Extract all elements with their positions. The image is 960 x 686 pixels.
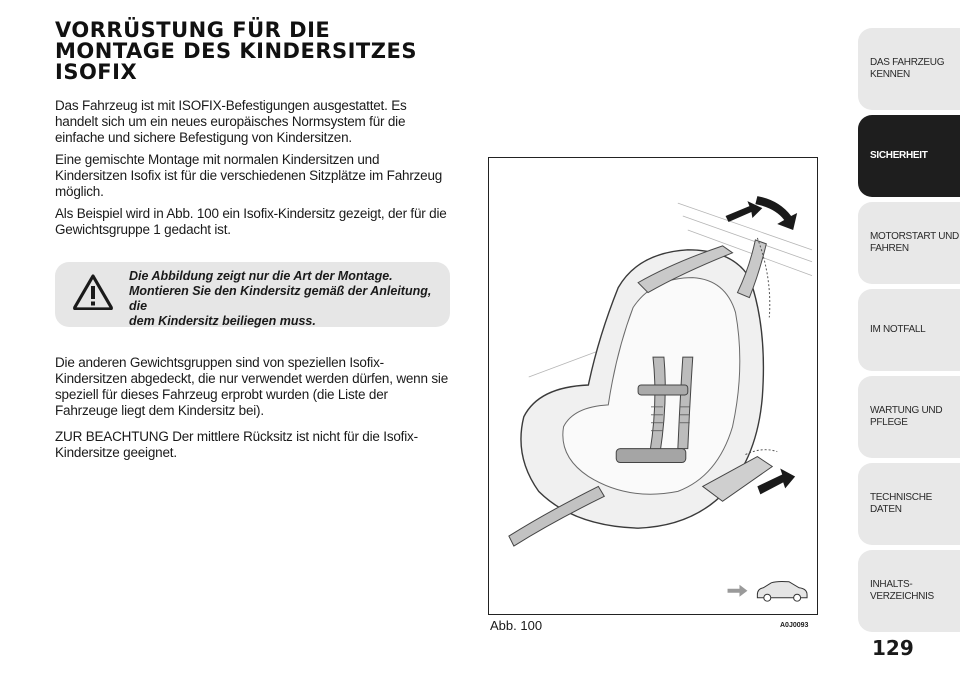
tab-wartung-und-pflege[interactable] [858, 376, 960, 458]
figure-code: A0J0093 [780, 622, 809, 629]
paragraph-example: Als Beispiel wird in Abb. 100 ein Isofix-Kindersitz gezeigt, der für die Gewichtsgruppe 1 gedacht ist. [55, 206, 447, 237]
paragraph-intro: Das Fahrzeug ist mit ISOFIX-Befestigungen ausgestattet. Es handelt sich um ein neues europäisches Normsystem für die einfache und sichere Befestigung von Kindersitzen. [55, 98, 407, 145]
tab-das-fahrzeug-kennen[interactable] [858, 28, 960, 110]
warning-triangle-icon [73, 274, 113, 310]
warning-line-2: Montieren Sie den Kindersitz gemäß der Anleitung, die [129, 284, 432, 313]
main-content [55, 20, 450, 461]
tab-label [870, 579, 934, 603]
warning-line-3: dem Kindersitz beiliegen muss. [129, 314, 316, 328]
tab-label-line: WARTUNG UND [870, 405, 943, 416]
tab-label [870, 492, 960, 516]
tab-motorstart-und-fahren[interactable] [858, 202, 960, 284]
tab-label-line: VERZEICHNIS [870, 591, 934, 602]
child-seat-illustration [489, 158, 817, 614]
tab-label-line: FAHREN [870, 243, 909, 254]
paragraph-note: ZUR BEACHTUNG Der mittlere Rücksitz ist nicht für die Isofix-Kindersitze geeignet. [55, 429, 418, 460]
tab-label [870, 405, 942, 429]
tab-label-line: PFLEGE [870, 417, 908, 428]
tab-technische-daten[interactable] [858, 463, 960, 545]
tab-sicherheit[interactable] [858, 115, 960, 197]
figure-caption: Abb. 100 [490, 618, 543, 633]
tab-label [870, 150, 928, 162]
warning-text [129, 269, 442, 329]
tab-label-line: KENNEN [870, 69, 910, 80]
title-line-2: MONTAGE DES KINDERSITZES [55, 39, 417, 63]
tab-label-line: MOTORSTART UND [870, 231, 959, 242]
tab-label [870, 231, 959, 255]
figure-isofix-child-seat [488, 157, 818, 615]
tab-label [870, 324, 925, 336]
tab-label [870, 57, 944, 81]
page-title [55, 20, 450, 83]
title-line-3: ISOFIX [55, 60, 138, 84]
title-line-1: VORRÜSTUNG FÜR DIE [55, 18, 331, 42]
tab-label-line: INHALTS- [870, 579, 913, 590]
tab-label-line: SICHERHEIT [870, 150, 928, 161]
car-orientation-icon [728, 581, 808, 601]
warning-box [55, 262, 450, 327]
tab-label-line: DAS FAHRZEUG [870, 57, 945, 68]
warning-line-1: Die Abbildung zeigt nur die Art der Montage. [129, 269, 393, 283]
paragraph-weight-groups: Die anderen Gewichtsgruppen sind von speziellen Isofix-Kindersitzen abgedeckt, die nur verwendet werden dürfen, wenn sie speziell für dieses Fahrzeug erprobt wurden (die Liste der Fahrzeuge liegt dem Kindersitz bei). [55, 355, 448, 418]
tab-label-line: IM NOTFALL [870, 324, 926, 335]
tab-inhaltsverzeichnis[interactable] [858, 550, 960, 632]
arrow-top-right-icon [755, 196, 797, 230]
tab-label-line: TECHNISCHE DATEN [870, 492, 933, 515]
paragraph-mixed-mounting: Eine gemischte Montage mit normalen Kindersitzen und Kindersitzen Isofix ist für die verschiedenen Sitzplätze im Fahrzeug möglich. [55, 152, 443, 199]
page-number: 129 [872, 636, 914, 660]
chapter-sidebar [858, 0, 960, 686]
tab-im-notfall[interactable] [858, 289, 960, 371]
